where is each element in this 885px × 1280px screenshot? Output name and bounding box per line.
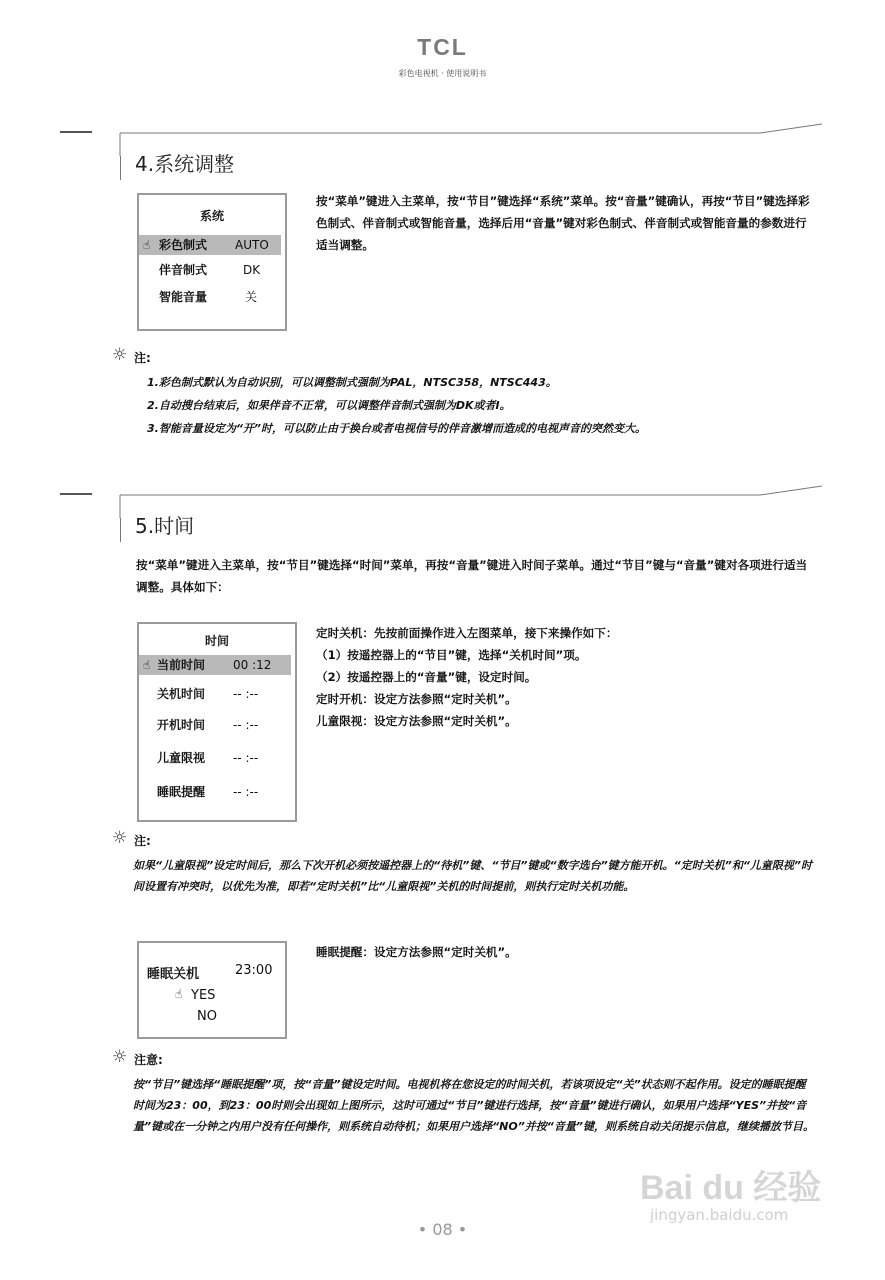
detail-line: 儿童限视：设定方法参照“定时关机”。: [316, 714, 517, 728]
watermark-url: jingyan.baidu.com: [650, 1206, 789, 1224]
menu-row-label: 开机时间: [157, 718, 206, 732]
yes-option[interactable]: YES: [191, 988, 216, 1003]
note-item: 2.自动搜台结束后，如果伴音不正常，可以调整伴音制式强制为DK或者I。: [147, 399, 511, 412]
time-menu-box: [137, 622, 297, 822]
sleep-label: 睡眠关机: [147, 967, 200, 982]
menu-row-value: -- :--: [233, 751, 259, 765]
menu-row-value: DK: [243, 263, 261, 277]
page-number: • 08 •: [417, 1220, 468, 1239]
detail-line: 定时关机：先按前面操作进入左图菜单，接下来操作如下：: [316, 626, 618, 640]
section-title: 4.系统调整: [135, 152, 235, 176]
section-rule: [0, 478, 885, 518]
note-item: 3.智能音量设定为“开”时，可以防止由于换台或者电视信号的伴音激增而造成的电视声音的突然变大。: [147, 422, 646, 435]
menu-row-smart-volume[interactable]: [139, 287, 281, 307]
menu-row-value: 关: [245, 290, 258, 304]
note-item: 1.彩色制式默认为自动识别，可以调整制式强制为PAL，NTSC358，NTSC443。: [147, 376, 557, 389]
menu-row-current-time[interactable]: [139, 655, 291, 675]
menu-row-label: 关机时间: [157, 687, 206, 701]
menu-row-value: 00 :12: [233, 658, 272, 672]
menu-row-label: 彩色制式: [159, 238, 208, 252]
sun-icon: ☼: [112, 828, 128, 848]
menu-row-label: 伴音制式: [159, 263, 208, 277]
menu-row-color-system[interactable]: [139, 235, 281, 255]
sun-icon: ☼: [112, 345, 128, 365]
header-subtitle: 彩色电视机 · 使用说明书: [398, 69, 487, 78]
detail-line: （1）按遥控器上的“节目”键，选择“关机时间”项。: [316, 648, 587, 662]
sun-icon: ☼: [112, 1047, 128, 1067]
watermark-logo: Bai du 经验: [640, 1169, 822, 1207]
menu-row-label: 当前时间: [157, 658, 206, 672]
menu-row-value: AUTO: [235, 238, 269, 252]
brand-logo: TCL: [417, 34, 468, 60]
no-option[interactable]: NO: [197, 1009, 217, 1024]
sleep-time: 23:00: [235, 963, 273, 978]
menu-row-off-time[interactable]: [139, 684, 291, 704]
title-marker: [120, 518, 121, 542]
note-text: 如果“儿童限视”设定时间后，那么下次开机必须按遥控器上的“待机”键、“节目”键或“数字选台”键方能开机。“定时关机”和“儿童限视”时间设置有冲突时，以优先为准，即若“定时关机”比“儿童限视”关机的时间提前，则执行定时关机功能。: [133, 859, 813, 893]
note-heading: 注意:: [134, 1053, 163, 1067]
menu-row-value: -- :--: [233, 687, 259, 701]
menu-row-label: 睡眠提醒: [157, 785, 206, 799]
sleep-box: [137, 941, 287, 1039]
title-marker: [120, 156, 121, 180]
menu-row-label: 儿童限视: [157, 751, 206, 765]
pointer-icon: ☝: [143, 238, 151, 252]
menu-row-value: -- :--: [233, 785, 259, 799]
section-rule: [0, 116, 885, 156]
pointer-icon: ☝: [143, 658, 151, 672]
section4-description: 按“菜单”键进入主菜单，按“节目”键选择“系统”菜单。按“音量”键确认，再按“节目”键选择彩色制式、伴音制式或智能音量，选择后用“音量”键对彩色制式、伴音制式或智能音量的参数进行适当调整。: [316, 194, 810, 252]
menu-row-sound-system[interactable]: [139, 260, 281, 280]
section5-intro: 按“菜单”键进入主菜单，按“节目”键选择“时间”菜单，再按“音量”键进入时间子菜单。通过“节目”键与“音量”键对各项进行适当调整。具体如下：: [136, 558, 808, 594]
menu-title: 时间: [204, 634, 229, 648]
note-heading: 注:: [134, 351, 151, 365]
sleep-description: 睡眠提醒：设定方法参照“定时关机”。: [316, 945, 517, 959]
system-menu-box: [137, 193, 287, 331]
pointer-icon: ☝: [175, 987, 183, 1001]
menu-row-label: 智能音量: [159, 290, 208, 304]
detail-line: （2）按遥控器上的“音量”键，设定时间。: [316, 670, 537, 684]
menu-row-child-lock[interactable]: [139, 748, 291, 768]
note-heading: 注:: [134, 834, 151, 848]
note-text: 按“节目”键选择“睡眠提醒”项，按“音量”键设定时间。电视机将在您设定的时间关机，若该项设定“关”状态则不起作用。设定的睡眠提醒时间为23：00，到23：00时则会出现如上图所示，这时可通过“节目”键进行选择，按“音量”键进行确认，如果用户选择“YES”并按“音量”键或在一分钟之内用户没有任何操作，则系统自动待机；如果用户选择“NO”并按“音量”键，则系统自动关闭提示信息，继续播放节目。: [133, 1078, 814, 1133]
menu-title: 系统: [199, 209, 224, 223]
detail-line: 定时开机：设定方法参照“定时关机”。: [316, 692, 517, 706]
menu-row-sleep-reminder[interactable]: [139, 782, 291, 802]
menu-row-on-time[interactable]: [139, 715, 291, 735]
menu-row-value: -- :--: [233, 718, 259, 732]
section-title: 5.时间: [135, 514, 195, 538]
